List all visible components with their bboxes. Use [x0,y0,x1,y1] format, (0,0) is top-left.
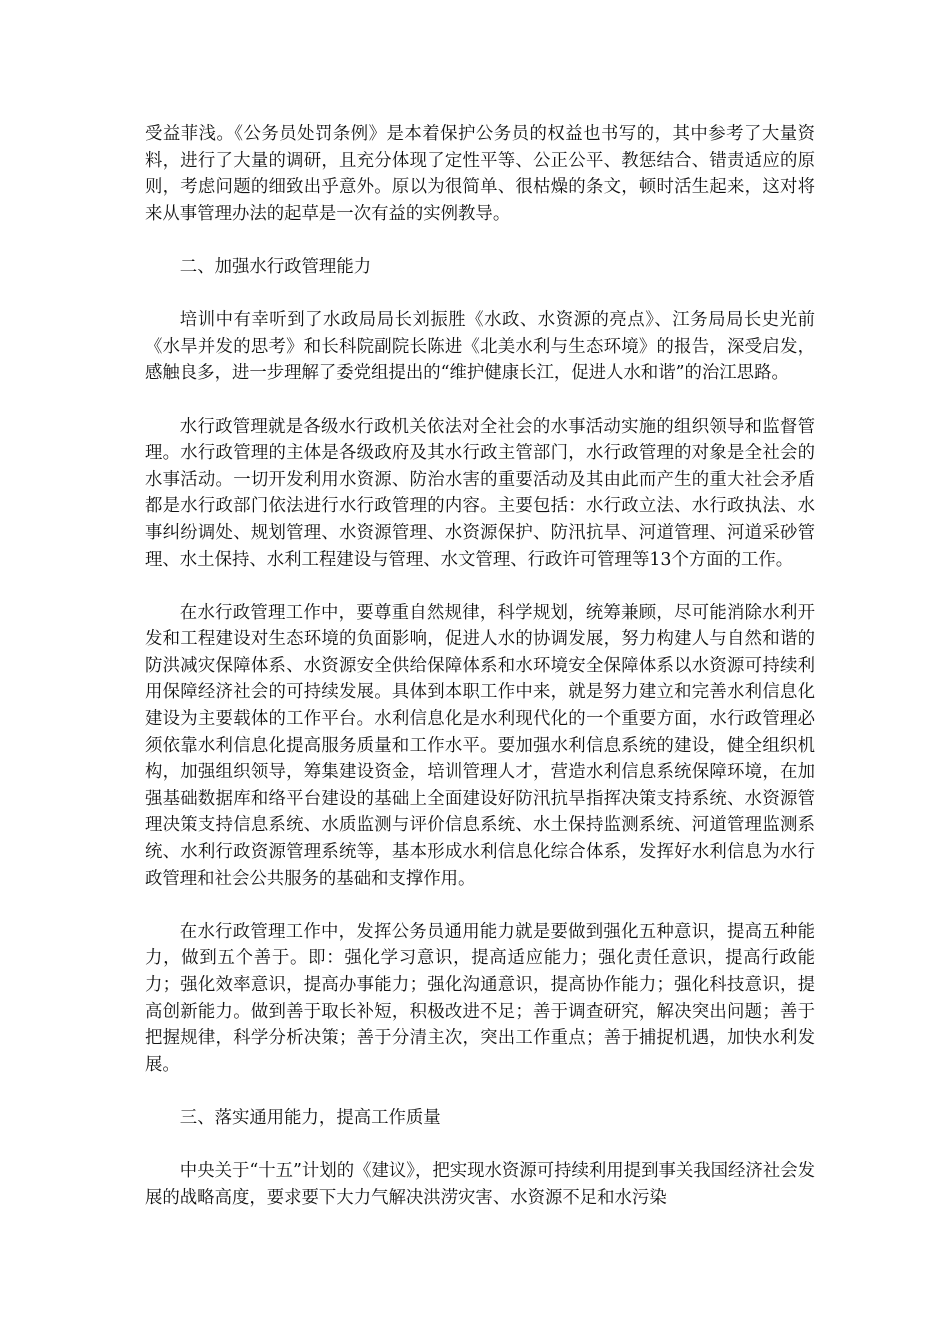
paragraph-water-admin-definition: 水行政管理就是各级水行政机关依法对全社会的水事活动实施的组织领导和监督管理。水行政管理的主体是各级政府及其水行政主管部门，水行政管理的对象是全社会的水事活动。一切开发利用水资源、防治水害的重要活动及其由此而产生的重大社会矛盾都是水行政部门依法进行水行政管理的内容。主要包括：水行政立法、水行政执法、水事纠纷调处、规划管理、水资源管理、水资源保护、防汛抗旱、河道管理、河道采砂管理、水土保持、水利工程建设与管理、水文管理、行政许可管理等13个方面的工作。 [145,416,815,570]
document-page [145,121,815,1238]
paragraph-civil-servant-abilities: 在水行政管理工作中，发挥公务员通用能力就是要做到强化五种意识，提高五种能力，做到五个善于。即：强化学习意识，提高适应能力；强化责任意识，提高行政能力；强化效率意识，提高办事能力；强化沟通意识，提高协作能力；强化科技意识，提高创新能力。做到善于取长补短，积极改进不足；善于调查研究，解决突出问题；善于把握规律，科学分析决策；善于分清主次，突出工作重点；善于捕捉机遇，加快水利发展。 [145,921,815,1075]
paragraph-water-informatization: 在水行政管理工作中，要尊重自然规律，科学规划，统筹兼顾，尽可能消除水利开发和工程建设对生态环境的负面影响，促进人水的协调发展，努力构建人与自然和谐的防洪减灾保障体系、水资源安全供给保障体系和水环境安全保障体系以水资源可持续利用保障经济社会的可持续发展。具体到本职工作中来，就是努力建立和完善水利信息化建设为主要载体的工作平台。水利信息化是水利现代化的一个重要方面，水行政管理必须依靠水利信息化提高服务质量和工作水平。要加强水利信息系统的建设，健全组织机构，加强组织领导，筹集建设资金，培训管理人才，营造水利信息系统保障环境，在加强基础数据库和络平台建设的基础上全面建设好防汛抗旱指挥决策支持系统、水资源管理决策支持信息系统、水质监测与评价信息系统、水土保持监测系统、河道管理监测系统、水利行政资源管理系统等，基本形成水利信息化综合体系，发挥好水利信息为水行政管理和社会公共服务的基础和支撑作用。 [145,602,815,889]
section-heading-2: 二、加强水行政管理能力 [179,256,372,277]
paragraph-central-proposal: 中央关于“十五”计划的《建议》，把实现水资源可持续利用提到事关我国经济社会发展的战略高度，要求要下大力气解决洪涝灾害、水资源不足和水污染 [145,1161,815,1208]
paragraph-training-reports: 培训中有幸听到了水政局局长刘振胜《水政、水资源的亮点》、江务局局长史光前《水旱并发的思考》和长科院副院长陈进《北美水利与生态环境》的报告，深受启发，感触良多，进一步理解了委党组提出的“维护健康长江，促进人水和谐”的治江思路。 [145,310,815,384]
paragraph-intro-continued: 受益菲浅。《公务员处罚条例》是本着保护公务员的权益也书写的，其中参考了大量资料，进行了大量的调研，且充分体现了定性平等、公正公平、教惩结合、错责适应的原则，考虑问题的细致出乎意外。原以为很简单、很枯燥的条文，顿时活生起来，这对将来从事管理办法的起草是一次有益的实例教导。 [145,124,815,224]
section-heading-3: 三、落实通用能力，提高工作质量 [179,1107,441,1128]
